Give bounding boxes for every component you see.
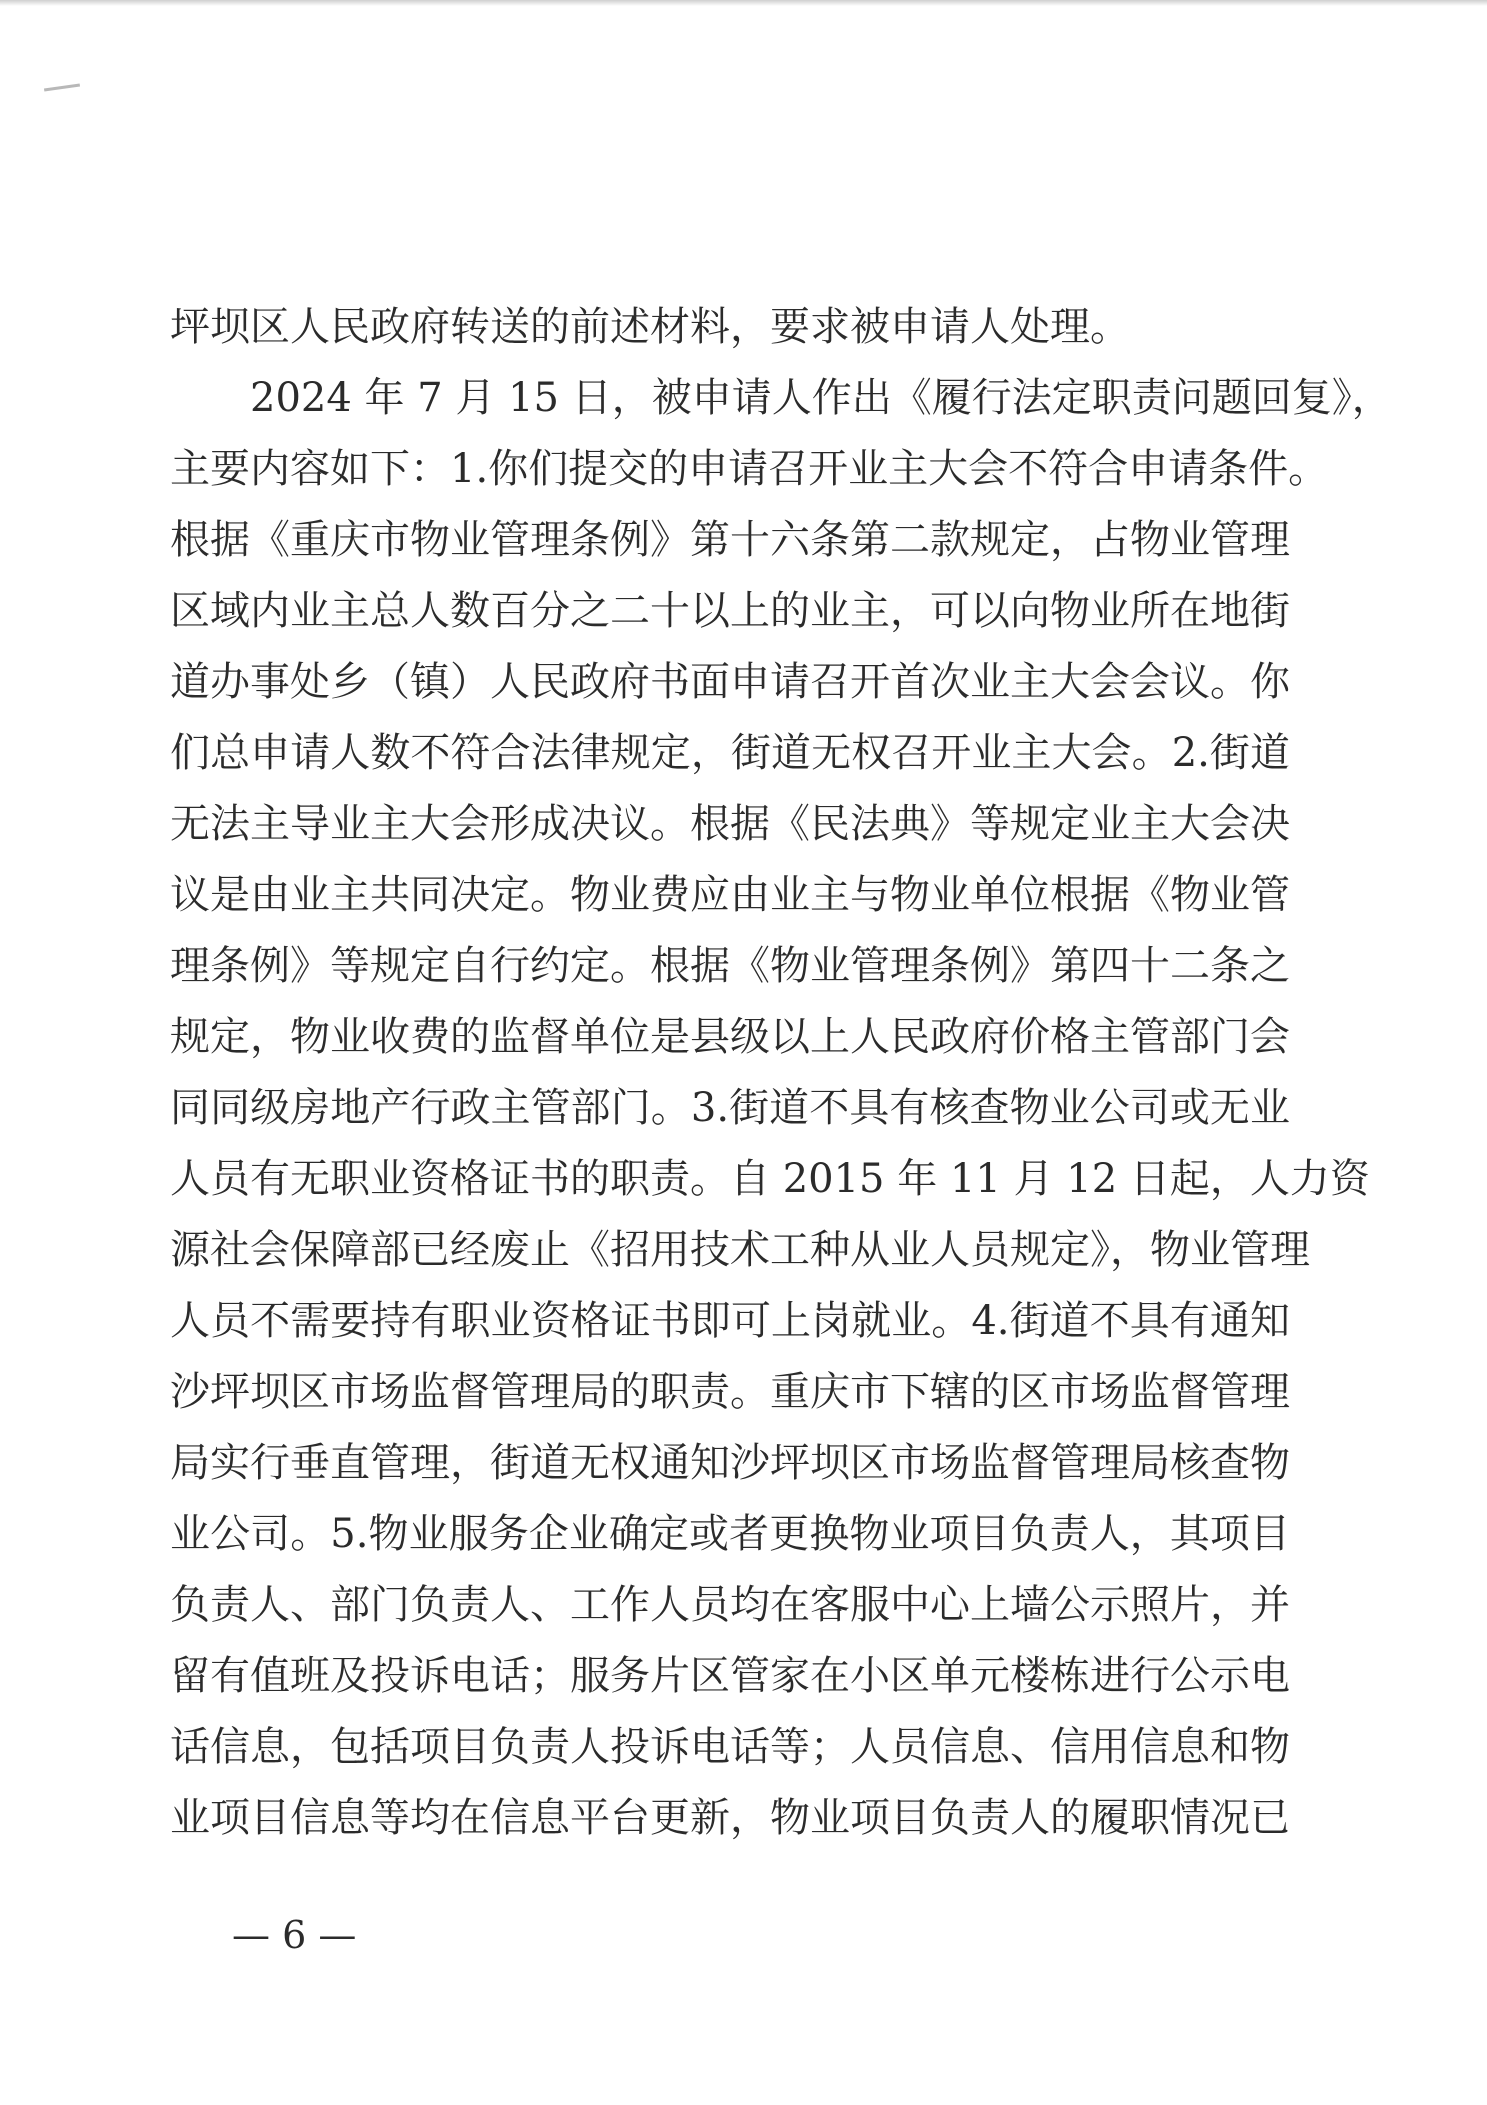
text-line-21: 话信息，包括项目负责人投诉电话等；人员信息、信用信息和物 (170, 1724, 1290, 1770)
text-line-19: 负责人、部门负责人、工作人员均在客服中心上墙公示照片，并 (170, 1582, 1290, 1628)
text-line-9: 议是由业主共同决定。物业费应由业主与物业单位根据《物业管 (170, 872, 1290, 918)
text-line-11: 规定，物业收费的监督单位是县级以上人民政府价格主管部门会 (170, 1014, 1290, 1060)
text-line-5: 区域内业主总人数百分之二十以上的业主，可以向物业所在地街 (170, 588, 1290, 634)
text-line-22: 业项目信息等均在信息平台更新，物业项目负责人的履职情况已 (170, 1795, 1290, 1841)
text-line-4: 根据《重庆市物业管理条例》第十六条第二款规定，占物业管理 (170, 517, 1290, 563)
text-line-13: 人员有无职业资格证书的职责。自 2015 年 11 月 12 日起，人力资 (170, 1156, 1370, 1202)
text-line-17: 局实行垂直管理，街道无权通知沙坪坝区市场监督管理局核查物 (170, 1440, 1290, 1486)
document-body (170, 292, 1392, 1854)
text-line-8: 无法主导业主大会形成决议。根据《民法典》等规定业主大会决 (170, 801, 1290, 847)
text-line-1: 坪坝区人民政府转送的前述材料，要求被申请人处理。 (170, 304, 1130, 350)
text-line-6: 道办事处乡（镇）人民政府书面申请召开首次业主大会会议。你 (170, 659, 1290, 705)
text-line-14: 源社会保障部已经废止《招用技术工种从业人员规定》，物业管理 (170, 1227, 1310, 1273)
text-line-3: 主要内容如下：1.你们提交的申请召开业主大会不符合申请条件。 (170, 446, 1329, 492)
text-line-7: 们总申请人数不符合法律规定，街道无权召开业主大会。2.街道 (170, 730, 1290, 776)
text-line-2: 2024 年 7 月 15 日，被申请人作出《履行法定职责问题回复》， (250, 375, 1392, 421)
scan-mark (44, 84, 80, 92)
text-line-18: 业公司。5.物业服务企业确定或者更换物业项目负责人，其项目 (170, 1511, 1290, 1557)
text-line-16: 沙坪坝区市场监督管理局的职责。重庆市下辖的区市场监督管理 (170, 1369, 1290, 1415)
text-line-20: 留有值班及投诉电话；服务片区管家在小区单元楼栋进行公示电 (170, 1653, 1290, 1699)
text-line-15: 人员不需要持有职业资格证书即可上岗就业。4.街道不具有通知 (170, 1298, 1290, 1344)
page-number: — 6 — (232, 1913, 357, 1957)
text-line-12: 同同级房地产行政主管部门。3.街道不具有核查物业公司或无业 (170, 1085, 1290, 1131)
text-line-10: 理条例》等规定自行约定。根据《物业管理条例》第四十二条之 (170, 943, 1290, 989)
scan-top-edge (0, 0, 1487, 6)
